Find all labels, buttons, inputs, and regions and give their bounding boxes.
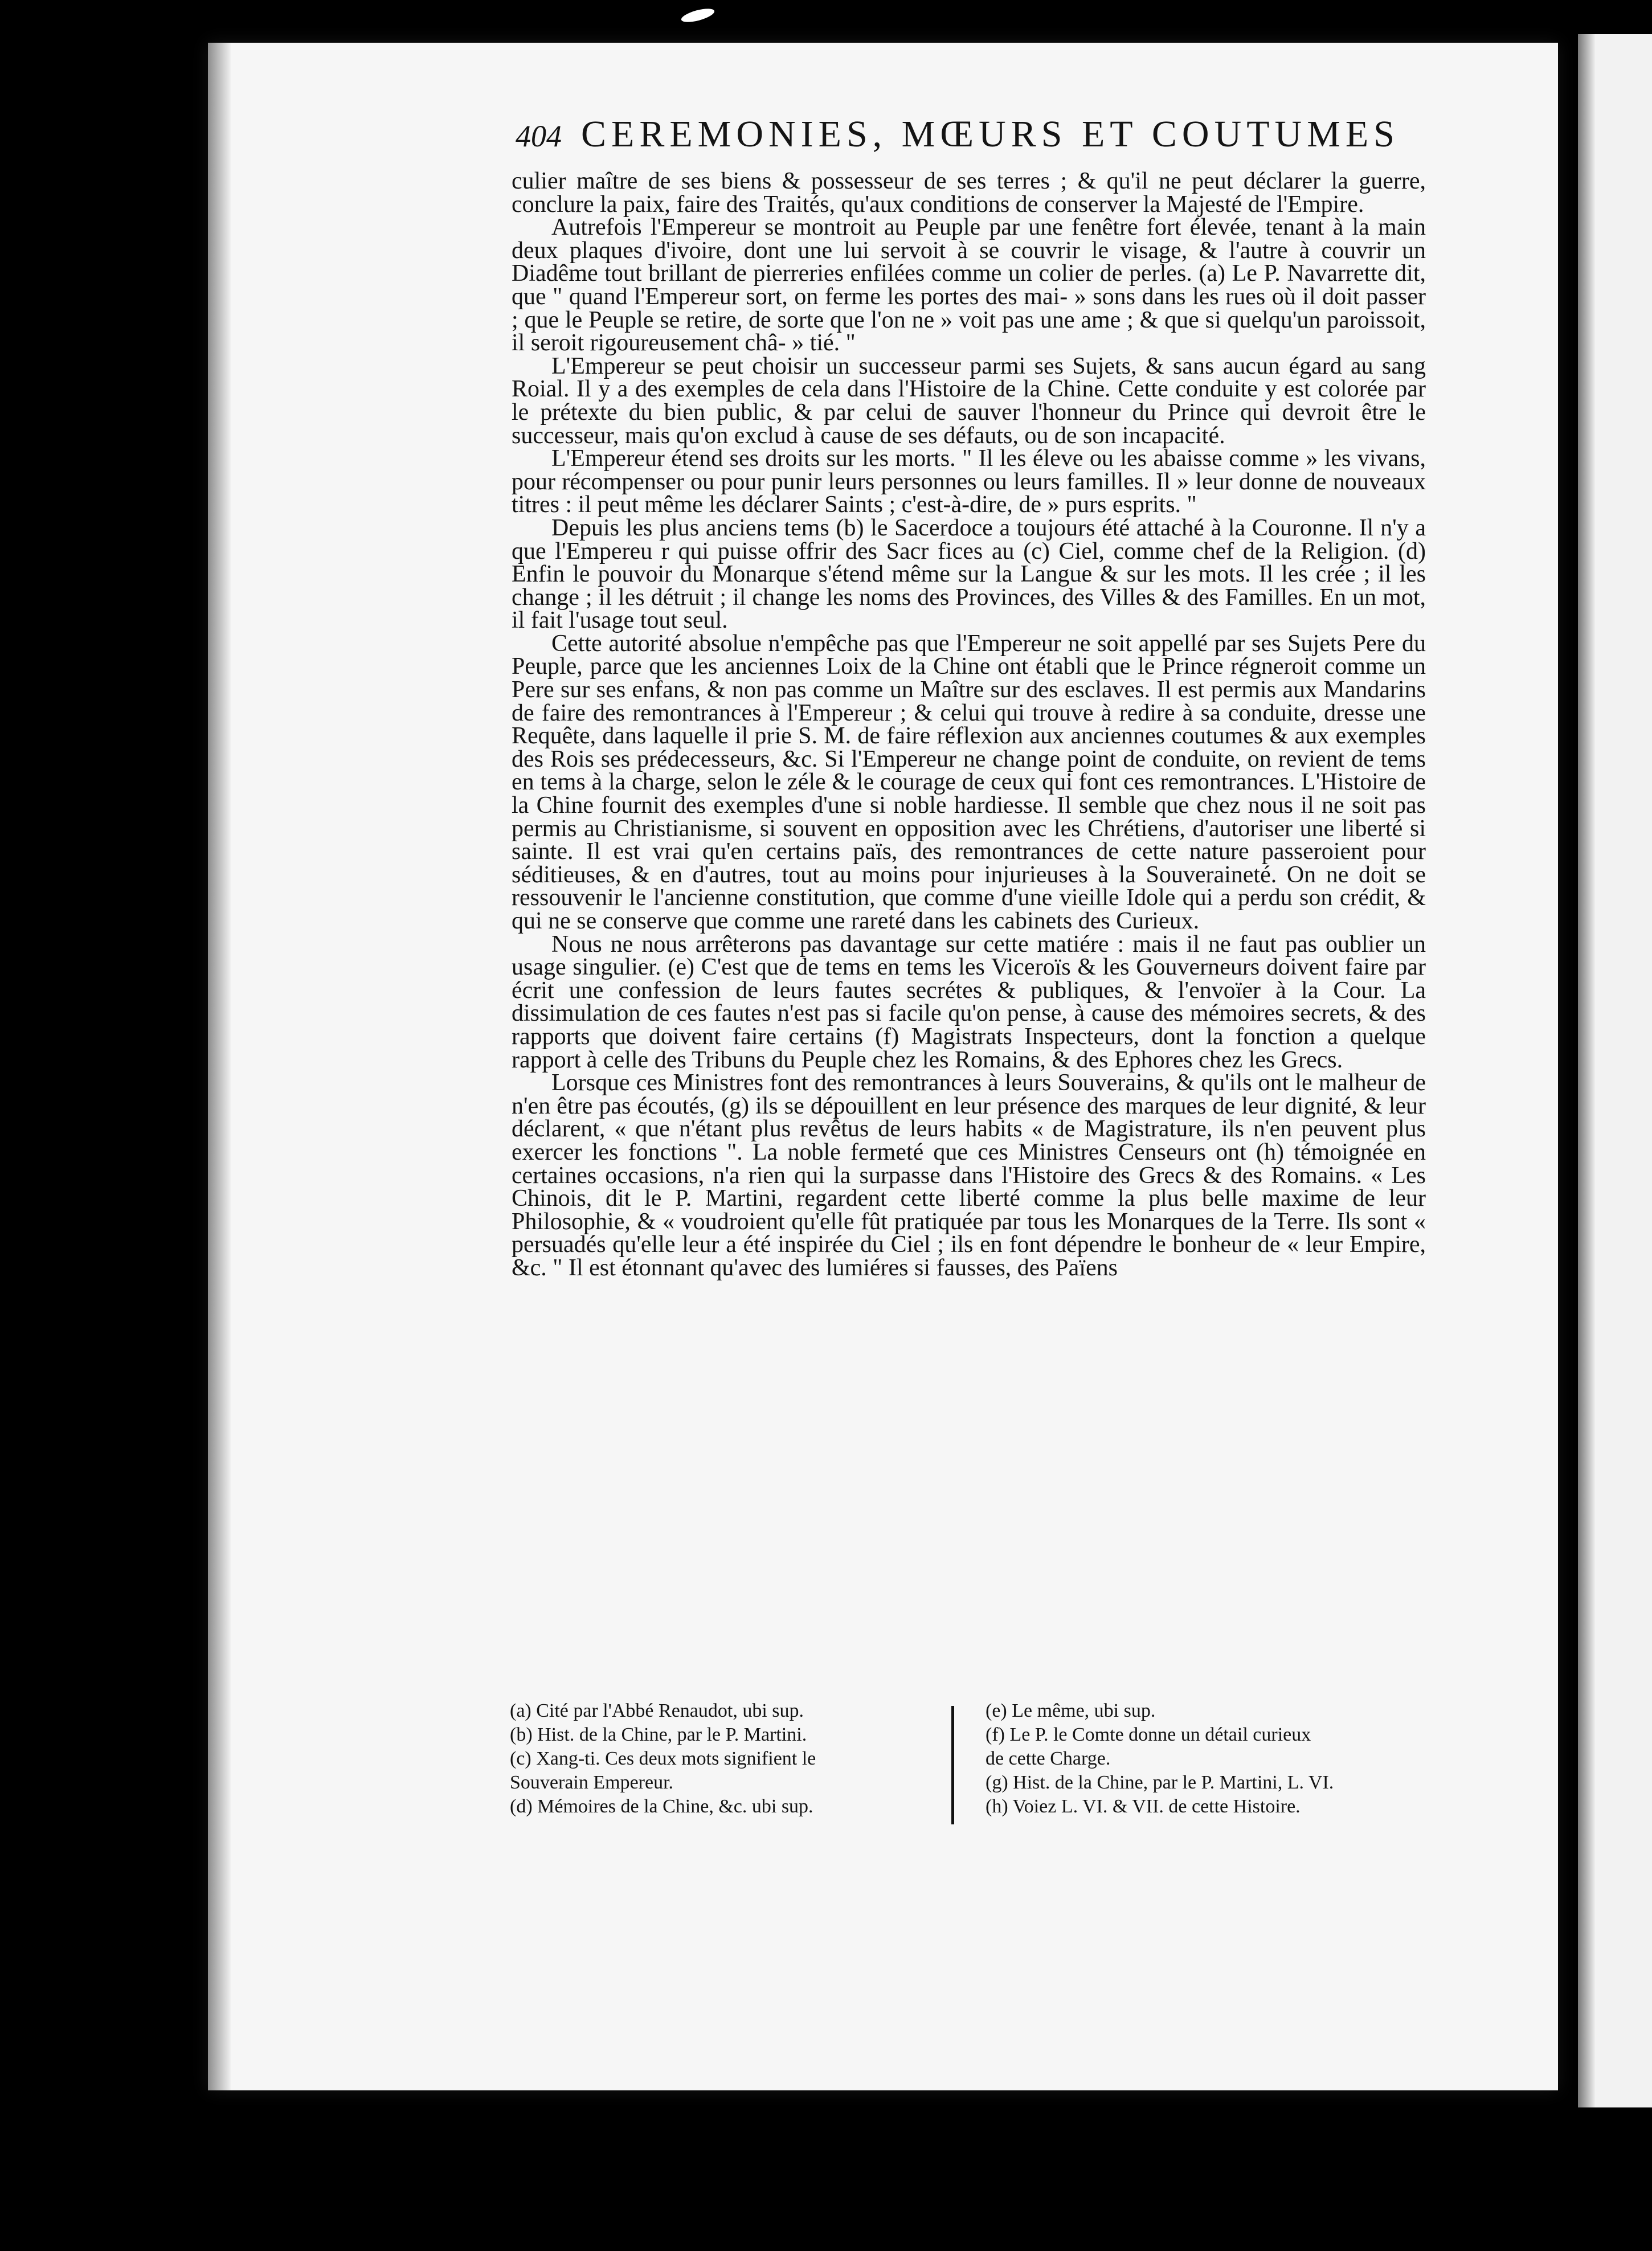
paragraph: Cette autorité absolue n'empêche pas que l'Empereur ne soit appellé par ses Sujets Pere du Peuple, parce que les anciennes Loix de la Chine ont établi que le Prince régneroit comme un Pere sur ses enfans, & non pas comme un Maître sur des esclaves. Il est permis aux Mandarins de faire des remontrances à l'Empereur ; & celui qui trouve à redire à sa conduite, dresse une Requête, dans laquelle il prie S. M. de faire réflexion aux anciennes coutumes & aux exemples des Rois ses prédecesseurs, &c. Si l'Empereur ne change point de conduite, on revient de tems en tems à la charge, selon le zéle & le courage de ceux qui font ces remontrances. L'Histoire de la Chine fournit des exemples d'une si noble hardiesse. Il semble que chez nous il ne soit pas permis au Christianisme, si souvent en opposition avec les Chrétiens, d'autoriser une liberté si sainte. Il est vrai qu'en certains païs, des remontrances de cette nature passeroient pour séditieuses, & en d'autres, tout au moins pour injurieuses à la Souveraineté. On ne doit se ressouvenir le l'ancienne constitution, que comme d'une vieille Idole qui a perdu son crédit, & qui ne se conserve que comme une rareté dans les cabinets des Curieux.: [512, 630, 1426, 934]
paragraph: L'Empereur étend ses droits sur les morts. " Il les éleve ou les abaisse comme » les vivans, pour récompenser ou pour punir leurs personnes ou leurs familles. Il » leur donne de nouveaux titres : il peut même les déclarer Saints ; c'est-à-dire, de » purs esprits. ": [512, 445, 1426, 518]
paragraph: Autrefois l'Empereur se montroit au Peuple par une fenêtre fort élevée, tenant à la main deux plaques d'ivoire, dont une lui servoit à se couvrir le visage, & l'autre à couvrir un Diadême tout brillant de pierreries enfilées comme un colier de perles. (a) Le P. Navarrette dit, que " quand l'Empereur sort, on ferme les portes des mai- » sons dans les rues où il doit passer ; que le Peuple se retire, de sorte que l'on ne » voit pas une ame ; & que si quelqu'un paroissoit, il seroit rigoureusement châ- » tié. ": [512, 214, 1426, 357]
footnote: (h) Voiez L. VI. & VII. de cette Histoire.: [986, 1796, 1301, 1817]
page-header: [516, 113, 1400, 164]
paragraph: Nous ne nous arrêterons pas davantage sur cette matiére : mais il ne faut pas oublier un usage singulier. (e) C'est que de tems en tems les Viceroïs & les Gouverneurs doivent faire par écrit une confession de leurs fautes secrétes & publiques, & l'envoïer à la Cour. La dissimulation de ces fautes n'est pas si facile qu'on pense, à cause des mémoires secrets, & des rapports que doivent faire certains (f) Magistrats Inspecteurs, dont la fonction a quelque rapport à celle des Tribuns du Peuple chez les Romains, & des Ephores chez les Grecs.: [512, 931, 1426, 1073]
footnotes-left-column: [510, 1699, 943, 1819]
footnote: (g) Hist. de la Chine, par le P. Martini, L. VI.: [986, 1772, 1334, 1793]
footnotes-right-column: [986, 1699, 1418, 1819]
footnote: (d) Mémoires de la Chine, &c. ubi sup.: [510, 1796, 813, 1817]
footnote: (a) Cité par l'Abbé Renaudot, ubi sup.: [510, 1700, 804, 1721]
page-number: 404: [516, 119, 562, 153]
body-text: [512, 170, 1426, 1280]
footnote: (e) Le même, ubi sup.: [986, 1700, 1156, 1721]
footnote: (c) Xang-ti. Ces deux mots signifient le: [510, 1748, 816, 1769]
running-title: CEREMONIES, MŒURS ET COUTUMES: [581, 113, 1400, 155]
footnote: (b) Hist. de la Chine, par le P. Martini.: [510, 1724, 807, 1745]
paragraph: Lorsque ces Ministres font des remontrances à leurs Souverains, & qu'ils ont le malheur de n'en être pas écoutés, (g) ils se dépouillent en leur présence des marques de leur dignité, & leur déclarent, « que n'étant plus revêtus de leurs habits « de Magistrature, ils n'en peuvent plus exercer les fonctions ". La noble fermeté que ces Ministres Censeurs ont (h) témoignée en certaines occasions, n'a rien qui la surpasse dans l'Histoire des Grecs & des Romains. « Les Chinois, dit le P. Martini, regardent cette liberté comme la plus belle maxime de leur Philosophie, & « voudroient qu'elle fût pratiquée par tous les Monarques de la Terre. Ils sont « persuadés qu'elle leur a été inspirée du Ciel ; ils en font dépendre le bonheur de « leur Empire, &c. " Il est étonnant qu'avec des lumiéres si fausses, des Païens: [512, 1070, 1426, 1281]
paragraph: culier maître de ses biens & possesseur de ses terres ; & qu'il ne peut déclarer la guerre, conclure la paix, faire des Traités, qu'aux conditions de conserver la Majesté de l'Empire.: [512, 168, 1426, 218]
paragraph: Depuis les plus anciens tems (b) le Sacerdoce a toujours été attaché à la Couronne. Il n'y a que l'Empereu r qui puisse offrir des Sacr fices au (c) Ciel, comme chef de la Religion. (d) Enfin le pouvoir du Monarque s'étend même sur la Langue & sur les mots. Il les crée ; il les change ; il les détruit ; il change les noms des Provinces, des Villes & des Familles. En un mot, il fait l'usage tout seul.: [512, 514, 1426, 634]
paragraph: L'Empereur se peut choisir un successeur parmi ses Sujets, & sans aucun égard au sang Roial. Il y a des exemples de cela dans l'Histoire de la Chine. Cette conduite y est colorée par le prétexte du bien public, & par celui de sauver l'honneur du Prince qui devroit être le successeur, mais qu'on exclud à cause de ses défauts, ou de son incapacité.: [512, 353, 1426, 449]
footnote: Souverain Empereur.: [510, 1772, 674, 1793]
scan-smudge: [680, 6, 716, 25]
footnote: (f) Le P. le Comte donne un détail curieux: [986, 1724, 1311, 1745]
footnote-divider: [951, 1706, 954, 1824]
facing-page-edge: [1578, 34, 1652, 2107]
footnote: de cette Charge.: [986, 1748, 1111, 1769]
footnotes: [510, 1699, 1416, 1824]
